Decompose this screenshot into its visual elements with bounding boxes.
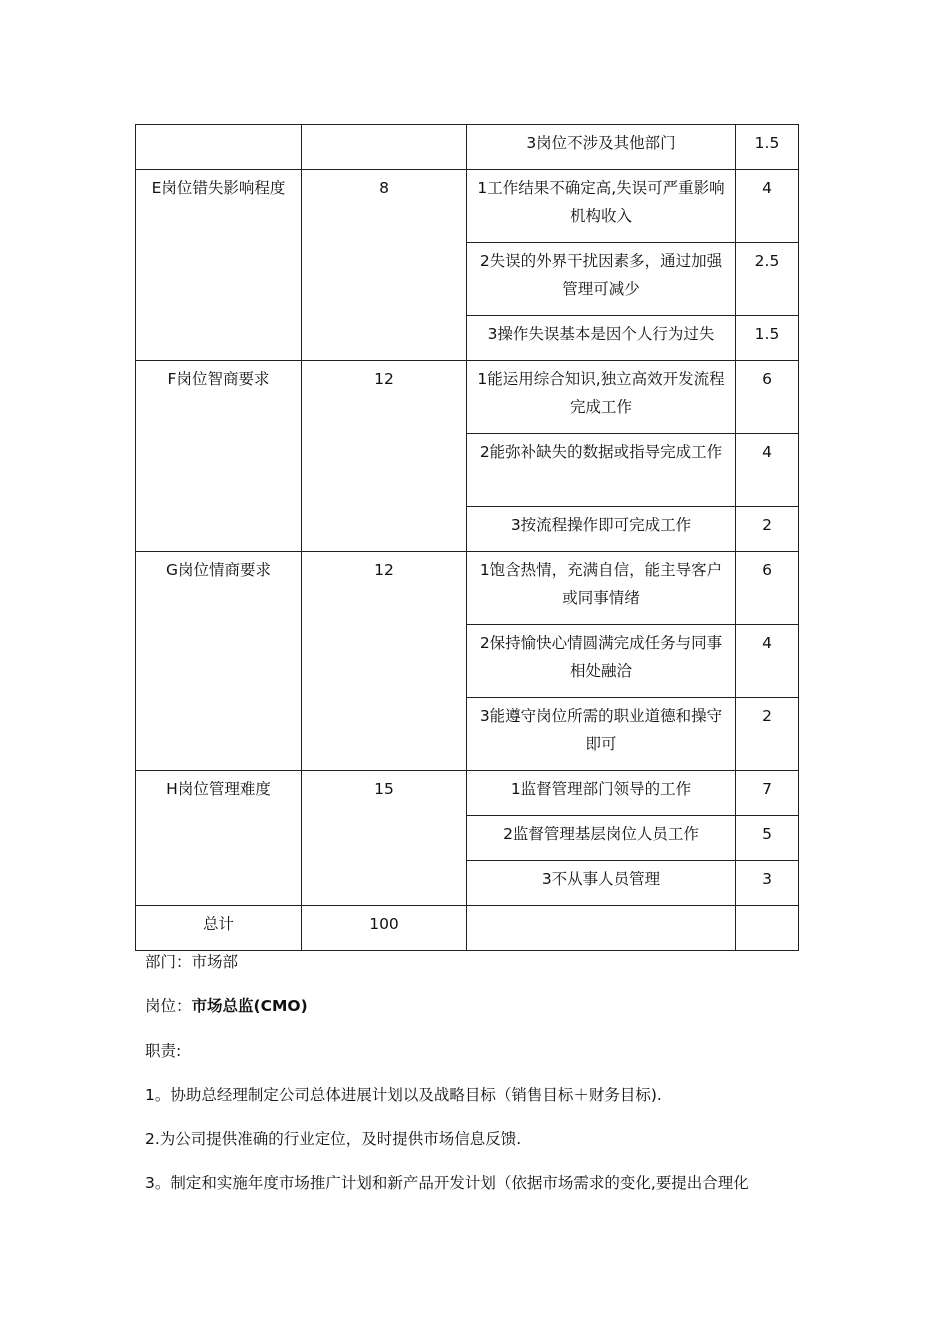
criterion-cell: 2监督管理基层岗位人员工作 [467, 816, 736, 861]
department-line: 部门：市场部 [145, 953, 239, 971]
points-cell: 1.5 [736, 125, 799, 170]
job-evaluation-table [135, 124, 799, 951]
criterion-cell: 3能遵守岗位所需的职业道德和操守即可 [467, 698, 736, 771]
table-row [136, 361, 799, 434]
points-cell: 4 [736, 170, 799, 243]
points-cell: 4 [736, 434, 799, 507]
position-line [145, 995, 308, 1017]
factor-cell: F岗位智商要求 [136, 361, 302, 552]
points-cell: 6 [736, 552, 799, 625]
criterion-cell: 2保持愉快心情圆满完成任务与同事相处融洽 [467, 625, 736, 698]
duty-item: 3。制定和实施年度市场推广计划和新产品开发计划（依据市场需求的变化,要提出合理化 [145, 1174, 749, 1192]
factor-cell: E岗位错失影响程度 [136, 170, 302, 361]
table-row [136, 170, 799, 243]
weight-cell-empty [302, 125, 467, 170]
total-label-cell: 总计 [136, 906, 302, 951]
total-row [136, 906, 799, 951]
criterion-cell: 3不从事人员管理 [467, 861, 736, 906]
points-cell: 5 [736, 816, 799, 861]
table-row [136, 771, 799, 816]
total-weight-cell: 100 [302, 906, 467, 951]
weight-cell: 12 [302, 361, 467, 552]
criterion-cell: 1能运用综合知识,独立高效开发流程完成工作 [467, 361, 736, 434]
points-cell: 2.5 [736, 243, 799, 316]
criterion-cell: 1监督管理部门领导的工作 [467, 771, 736, 816]
points-cell: 3 [736, 861, 799, 906]
points-cell: 4 [736, 625, 799, 698]
factor-cell: G岗位情商要求 [136, 552, 302, 771]
duty-item: 1。协助总经理制定公司总体进展计划以及战略目标（销售目标＋财务目标). [145, 1086, 662, 1104]
duty-item: 2.为公司提供准确的行业定位，及时提供市场信息反馈. [145, 1130, 522, 1148]
criterion-cell: 3岗位不涉及其他部门 [467, 125, 736, 170]
factor-cell-empty [136, 125, 302, 170]
points-cell: 1.5 [736, 316, 799, 361]
points-cell: 7 [736, 771, 799, 816]
criterion-cell: 2失误的外界干扰因素多，通过加强管理可减少 [467, 243, 736, 316]
weight-cell: 12 [302, 552, 467, 771]
criterion-cell: 3按流程操作即可完成工作 [467, 507, 736, 552]
criterion-cell: 1饱含热情，充满自信，能主导客户或同事情绪 [467, 552, 736, 625]
table-row [136, 125, 799, 170]
position-value: 市场总监(CMO) [191, 997, 308, 1015]
points-cell: 2 [736, 507, 799, 552]
criterion-cell: 1工作结果不确定高,失误可严重影响机构收入 [467, 170, 736, 243]
criterion-cell-empty [467, 906, 736, 951]
position-label: 岗位： [145, 997, 192, 1015]
table-row [136, 552, 799, 625]
weight-cell: 8 [302, 170, 467, 361]
factor-cell: H岗位管理难度 [136, 771, 302, 906]
weight-cell: 15 [302, 771, 467, 906]
points-cell-empty [736, 906, 799, 951]
duties-label: 职责: [145, 1042, 182, 1060]
criterion-cell: 3操作失误基本是因个人行为过失 [467, 316, 736, 361]
points-cell: 2 [736, 698, 799, 771]
criterion-cell: 2能弥补缺失的数据或指导完成工作 [467, 434, 736, 507]
points-cell: 6 [736, 361, 799, 434]
